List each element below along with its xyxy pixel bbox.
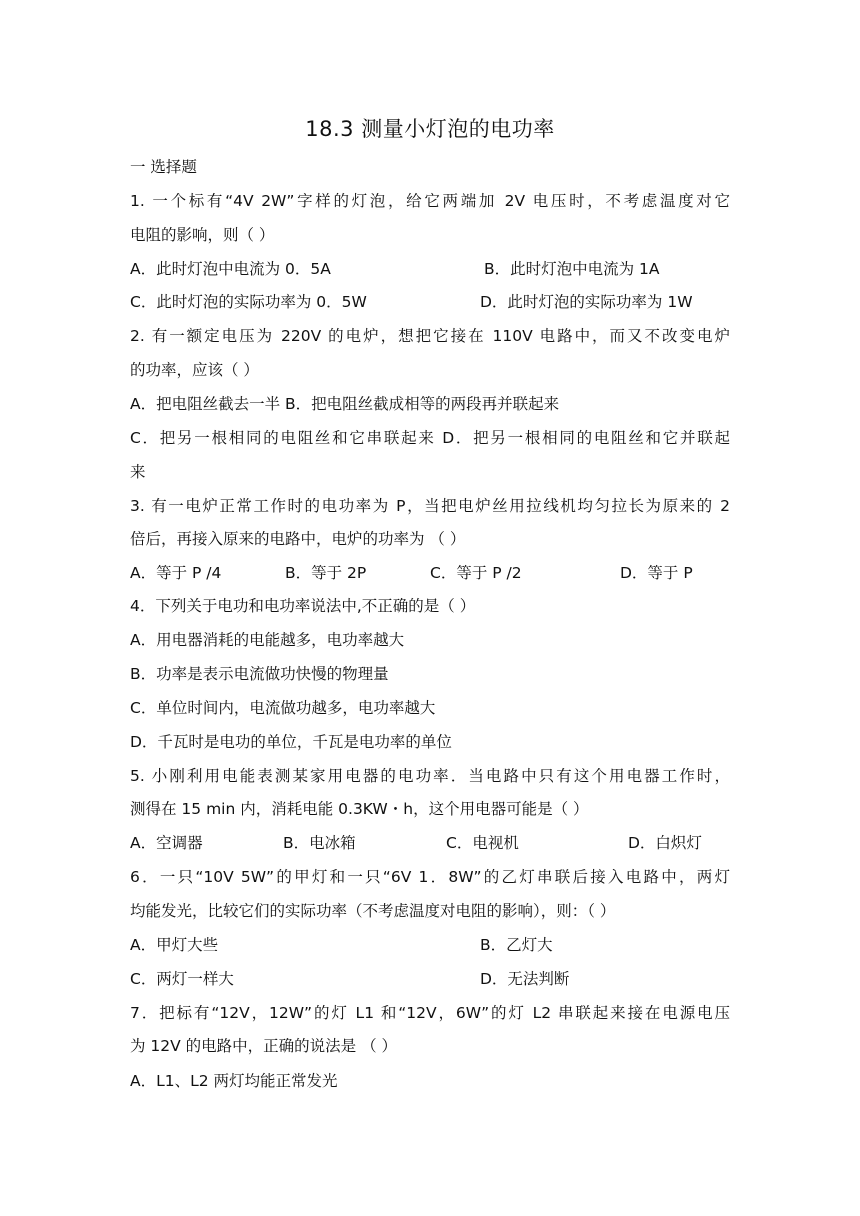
question-1-option-a: A．此时灯泡中电流为 0．5A <box>130 260 331 278</box>
question-5-line-1: 5. 小刚利用电能表测某家用电器的电功率．当电路中只有这个用电器工作时， <box>130 767 730 785</box>
question-7-line-1: 7．把标有“12V，12W”的灯 L1 和“12V，6W”的灯 L2 串联起来接在电源电压 <box>130 1004 730 1022</box>
question-5-option-c: C．电视机 <box>446 834 519 852</box>
question-1-line-1: 1. 一个标有“4V 2W”字样的灯泡，给它两端加 2V 电压时，不考虑温度对它 <box>130 192 730 210</box>
question-5-option-d: D．白炽灯 <box>628 834 702 852</box>
question-4-option-a: A．用电器消耗的电能越多，电功率越大 <box>130 631 405 649</box>
question-3-line-2: 倍后，再接入原来的电路中，电炉的功率为 （ ） <box>130 530 466 548</box>
question-5-option-a: A．空调器 <box>130 834 203 852</box>
question-3-option-b: B．等于 2P <box>285 564 367 582</box>
question-4-option-d: D．千瓦时是电功的单位，千瓦是电功率的单位 <box>130 733 452 751</box>
question-4-option-b: B．功率是表示电流做功快慢的物理量 <box>130 665 389 683</box>
question-3-option-d: D．等于 P <box>620 564 693 582</box>
section-heading: 一 选择题 <box>130 158 197 176</box>
question-6-option-a: A．甲灯大些 <box>130 936 219 954</box>
question-6-line-2: 均能发光，比较它们的实际功率（不考虑温度对电阻的影响），则：（ ） <box>130 902 616 920</box>
question-3-option-a: A．等于 P /4 <box>130 564 222 582</box>
question-3-option-c: C．等于 P /2 <box>430 564 522 582</box>
question-1-line-2: 电阻的影响，则（ ） <box>130 226 275 244</box>
question-7-option-a: A．L1、L2 两灯均能正常发光 <box>130 1072 338 1090</box>
question-4-option-c: C．单位时间内，电流做功越多，电功率越大 <box>130 699 436 717</box>
question-6-line-1: 6．一只“10V 5W”的甲灯和一只“6V 1．8W”的乙灯串联后接入电路中，两灯 <box>130 868 730 886</box>
question-5-line-2: 测得在 15 min 内，消耗电能 0.3KW・h，这个用电器可能是（ ） <box>130 800 589 818</box>
question-1-option-b: B．此时灯泡中电流为 1A <box>484 260 660 278</box>
page-title: 18.3 测量小灯泡的电功率 <box>305 117 555 141</box>
question-3-line-1: 3. 有一电炉正常工作时的电功率为 P，当把电炉丝用拉线机均匀拉长为原来的 2 <box>130 497 730 515</box>
question-6-option-b: B．乙灯大 <box>480 936 553 954</box>
question-5-option-b: B．电冰箱 <box>283 834 356 852</box>
question-6-option-c: C．两灯一样大 <box>130 970 234 988</box>
question-1-option-d: D．此时灯泡的实际功率为 1W <box>480 293 693 311</box>
question-2-line-1: 2. 有一额定电压为 220V 的电炉，想把它接在 110V 电路中，而又不改变电炉 <box>130 327 730 345</box>
question-7-line-2: 为 12V 的电路中，正确的说法是 （ ） <box>130 1037 398 1055</box>
question-2-options-cd: C．把另一根相同的电阻丝和它串联起来 D．把另一根相同的电阻丝和它并联起 <box>130 429 730 447</box>
question-2-option-d-end: 来 <box>130 463 146 481</box>
question-4-line-1: 4．下列关于电功和电功率说法中,不正确的是（ ） <box>130 597 476 615</box>
question-1-option-c: C．此时灯泡的实际功率为 0．5W <box>130 293 367 311</box>
question-2-line-2: 的功率，应该（ ） <box>130 361 259 379</box>
question-6-option-d: D．无法判断 <box>480 970 570 988</box>
question-2-options-ab: A．把电阻丝截去一半 B．把电阻丝截成相等的两段再并联起来 <box>130 395 560 413</box>
